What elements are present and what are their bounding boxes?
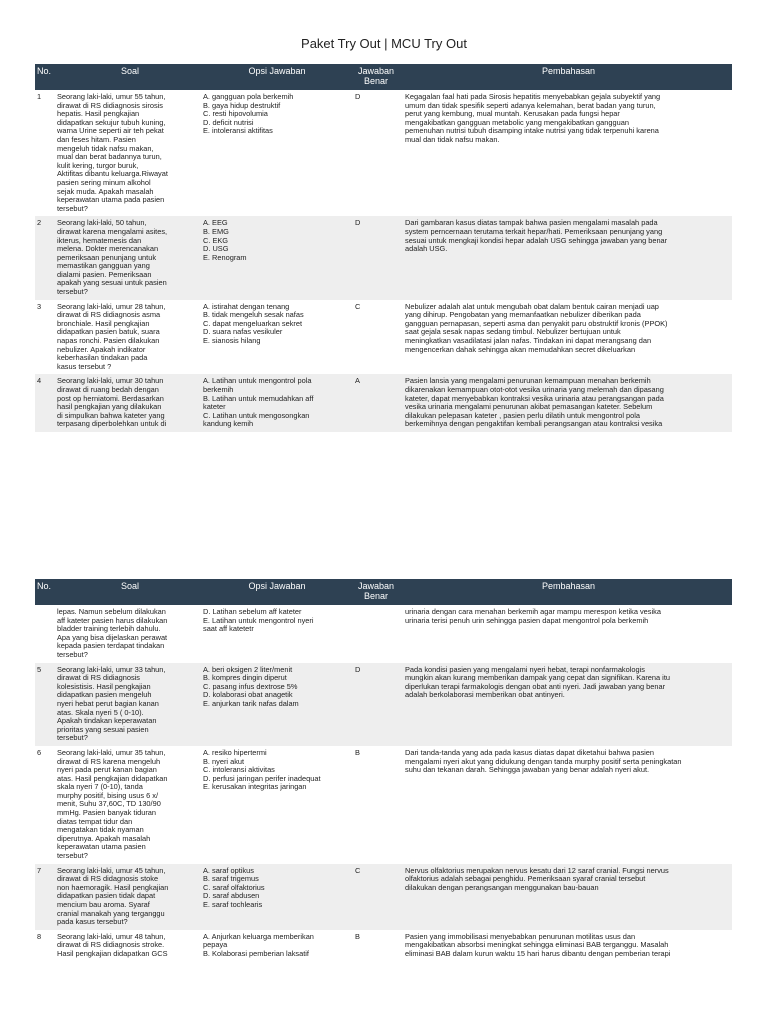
answer-options-line: C. intoleransi aktivitas xyxy=(203,766,275,775)
question-text-line: Hasil pengkajian didapatkan GCS xyxy=(57,949,168,958)
question-text-line: Seorang laki-laki, umur 28 tahun, xyxy=(57,302,166,311)
question-number: 4 xyxy=(37,376,42,386)
answer-options-line: C. EKG xyxy=(203,236,229,245)
explanation-line: gangguan pernapasan, seperti asma dan penyakit paru obstruktif kronis (PPOK) xyxy=(405,319,668,328)
question-text-line: dirawat di RS didiagnosis asma xyxy=(57,311,161,320)
answer-options-line: E. kerusakan integritas jaringan xyxy=(203,783,307,792)
answer-options-line: D. deficit nutrisi xyxy=(203,118,254,127)
question-text-line: Seorang laki-laki, umur 35 tahun, xyxy=(57,748,166,757)
explanation-line: suhu dan tekanan darah. Sehingga jawaban yang benar adalah nyeri akut. xyxy=(405,766,650,775)
question-text-line: didapatkan sekujur tubuh kuning, xyxy=(57,118,166,127)
answer-options-line: A. istirahat dengan tenang xyxy=(203,302,290,311)
question-text-line: Aktifitas dibantu keluarga.Riwayat xyxy=(57,170,168,179)
question-text-line: bronchiale. Hasil pengkajian xyxy=(57,319,150,328)
answer-options-line: C. dapat mengeluarkan sekret xyxy=(203,319,303,328)
question-text-line: terpasang diperbolehkan untuk di xyxy=(57,420,167,429)
question-text-line: dirawat di RS didagnosis stoke xyxy=(57,875,159,884)
answer-options-line: C. pasang infus dextrose 5% xyxy=(203,682,298,691)
question-text-line: mencium bau aroma. Syaraf xyxy=(57,901,150,909)
question-text-line: keperawatan utama pasien xyxy=(57,843,146,852)
question-text-line: dan feses hitam. Pasien xyxy=(57,135,136,144)
answer-options-line: B. EMG xyxy=(203,227,229,236)
explanation-line: Nervus olfaktorius merupakan nervus kesatu dari 12 saraf cranial. Fungsi nervus xyxy=(405,866,669,875)
explanation xyxy=(405,608,732,660)
question-text-line: tersebut? xyxy=(57,734,88,743)
answer-options xyxy=(203,933,355,959)
explanation xyxy=(405,749,732,861)
explanation xyxy=(405,303,732,372)
explanation-line: eliminasi BAB dalam kurun waktu 15 hari harus dibantu dengan pemberian terapi xyxy=(405,949,671,958)
question-number: 5 xyxy=(37,664,42,674)
question-text-line: Apakah tindakan keperawatan xyxy=(57,717,157,726)
question-text-line: dirawat di RS didiagnosis sirosis xyxy=(57,101,163,110)
question-number xyxy=(35,608,57,660)
explanation-line: system perncernaan terutama terkait hepar/hati. Pemeriksaan penunjang yang xyxy=(405,227,663,236)
question-text-line: Seorang laki-laki, umur 45 tahun, xyxy=(57,866,166,875)
answer-options-line: E. Renogram xyxy=(203,253,247,262)
question-text xyxy=(57,749,203,861)
explanation-line: adalah berkolaborasi memberikan obat antinyeri. xyxy=(405,691,565,700)
question-text-line: kepada pasien terdapat tindakan xyxy=(57,642,165,651)
question-text-line: Seorang laki-laki, 50 tahun, xyxy=(57,219,147,228)
answer-options-line: E. Latihan untuk mengontrol nyeri xyxy=(203,616,314,625)
answer-options-line: berkemih xyxy=(203,386,234,394)
answer-options xyxy=(203,867,355,927)
question-text-line: dirawat di ruang bedah dengan xyxy=(57,386,159,394)
question-text xyxy=(57,219,203,296)
answer-options-line: B. Kolaborasi pemberian laksatif xyxy=(203,949,309,958)
question-text-line: atas. Skala nyeri 5 ( 0-10). xyxy=(57,708,144,717)
question-number: 6 xyxy=(37,747,42,757)
header-pembahasan: Pembahasan xyxy=(541,66,596,76)
question-text-line: skala nyeri 7 (0-10), tanda xyxy=(57,783,143,792)
explanation-line: mengakibatkan gangguan metabolic yang mengakibatkan gangguan xyxy=(405,118,629,127)
explanation-line: Pasien lansia yang mengalami penurunan kemampuan menahan berkemih xyxy=(405,377,651,386)
explanation xyxy=(405,867,732,927)
answer-options-line: B. nyeri akut xyxy=(203,757,245,766)
answer-options-line: A. Latihan untuk mengontrol pola xyxy=(203,377,312,386)
answer-options-line: B. Latihan untuk memudahkan aff xyxy=(203,394,314,403)
header-jawaban-line1: Jawaban xyxy=(357,581,395,591)
question-number: 3 xyxy=(37,301,42,311)
question-text-line: Seorang laki-laki, umur 48 tahun, xyxy=(57,932,166,941)
question-table-2 xyxy=(35,579,732,962)
question-text xyxy=(57,867,203,927)
question-text-line: dialami pasien. Pemeriksaan xyxy=(57,270,152,279)
header-jawaban xyxy=(351,581,401,601)
explanation-line: dilakukan dengan perangsangan menggunakan bau-bauan xyxy=(405,883,599,892)
question-text-line: mengeluh tidak nafsu makan, xyxy=(57,144,154,153)
question-text xyxy=(57,608,203,660)
correct-answer: B xyxy=(355,931,360,941)
question-text-line: diatas tempat tidur dan xyxy=(57,817,133,826)
correct-answer: C xyxy=(355,301,361,311)
explanation-line: mungkin akan kurang memberikan dampak yang cepat dan signifikan. Karena itu xyxy=(405,674,670,683)
correct-answer: D xyxy=(355,92,361,101)
question-text-line: tersebut? xyxy=(57,204,88,213)
answer-options-line: D. USG xyxy=(203,245,229,254)
answer-options xyxy=(203,219,355,296)
answer-options xyxy=(203,608,355,660)
question-text-line: pasien sering minum alkohol xyxy=(57,178,151,187)
table-row xyxy=(35,663,732,746)
question-text-line: tersebut? xyxy=(57,288,88,297)
answer-options-line: A. saraf optikus xyxy=(203,866,254,875)
table-row xyxy=(35,90,732,216)
answer-options-line: kateter xyxy=(203,403,226,412)
question-text-line: murphy positif, bising usus 6 x/ xyxy=(57,791,159,800)
question-text-line: di simpulkan bahwa kateter yang xyxy=(57,411,165,420)
question-text xyxy=(57,666,203,743)
question-text-line: tersebut? xyxy=(57,650,88,659)
answer-options-line: B. gaya hidup destruktif xyxy=(203,101,281,110)
answer-options-line: C. saraf olfaktorius xyxy=(203,883,265,892)
question-text xyxy=(57,377,203,429)
header-pembahasan: Pembahasan xyxy=(541,581,596,591)
answer-options-line: D. perfusi jaringan perifer inadequat xyxy=(203,774,321,783)
answer-options xyxy=(203,93,355,213)
answer-options-line: A. beri oksigen 2 liter/menit xyxy=(203,665,293,674)
explanation-line: yang dihirup. Pengobatan yang memanfaatkan nebulizer diberikan pada xyxy=(405,311,641,320)
question-text-line: mmHg. Pasien banyak tiduran xyxy=(57,809,157,818)
answer-options-line: D. kolaborasi obat anagetik xyxy=(203,691,293,700)
explanation xyxy=(405,219,732,296)
header-jawaban xyxy=(351,66,401,86)
question-text-line: keberhasilan tindakan pada xyxy=(57,354,148,363)
explanation-line: dikarenakan kemampuan otot-otot vesika urinaria yang melemah dan dipasang xyxy=(405,386,664,394)
answer-options-line: B. tidak mengeluh sesak nafas xyxy=(203,311,304,320)
answer-options xyxy=(203,749,355,861)
question-text-line: kolesistisis. Hasil pengkajian xyxy=(57,682,151,691)
question-text-line: nyeri pada perut kanan bagian xyxy=(57,766,157,775)
question-text-line: dirawat di RS didiagnosis xyxy=(57,674,140,683)
explanation-line: perut yang kembung, mual muntah. Kerusakan pada fungsi hepar xyxy=(405,110,620,119)
question-text-line: atas. Hasil pengkajian didapatkan xyxy=(57,774,168,783)
answer-options xyxy=(203,377,355,429)
question-text-line: dirawat di RS karena mengeluh xyxy=(57,757,161,766)
explanation-line: mual dan tidak nafsu makan. xyxy=(405,135,500,144)
question-text-line: Seorang laki-laki, umur 55 tahun, xyxy=(57,93,166,101)
answer-options xyxy=(203,303,355,372)
answer-options-line: E. intoleransi aktifitas xyxy=(203,127,273,136)
explanation-line: saat gejala sesak napas sedang timbul. Nebulizer bertujuan untuk xyxy=(405,328,621,337)
question-text-line: dirawat karena mengalami asites, xyxy=(57,227,168,236)
correct-answer: D xyxy=(355,664,361,674)
question-text-line: memastikan gangguan yang xyxy=(57,262,150,271)
explanation-line: vesika urinaria mengalami penurunan akibat pemasangan kateter. Sebelum xyxy=(405,403,653,412)
answer-options-line: D. suara nafas vesikuler xyxy=(203,328,283,337)
header-opsi: Opsi Jawaban xyxy=(248,581,306,591)
answer-options-line: saat aff katetetr xyxy=(203,625,254,634)
answer-options-line: pepaya xyxy=(203,941,228,950)
answer-options xyxy=(203,666,355,743)
answer-options-line: kandung kemih xyxy=(203,420,254,429)
answer-options-line: E. saraf tochlearis xyxy=(203,901,263,909)
header-opsi: Opsi Jawaban xyxy=(248,66,306,76)
explanation-line: umum dan tidak spesifik seperti adanya kelemahan, berat badan yang turun, xyxy=(405,101,656,110)
question-text-line: nyeri hebat perut bagian kanan xyxy=(57,699,159,708)
explanation-line: pemenuhan nutrisi tubuh disamping intake nutrisi yang tidak terpenuhi karena xyxy=(405,127,659,136)
question-text-line: didapatkan pasien mengeluh xyxy=(57,691,152,700)
header-no: No. xyxy=(37,66,52,76)
explanation xyxy=(405,666,732,743)
question-text-line: dirawat di RS didiagnosis stroke. xyxy=(57,941,165,950)
question-text-line: Apa yang bisa dijelaskan perawat xyxy=(57,633,168,642)
answer-options-line: C. Latihan untuk mengosongkan xyxy=(203,411,310,420)
question-text-line: nebulizer. Apakah indikator xyxy=(57,345,146,354)
correct-answer: C xyxy=(355,865,361,875)
table-row xyxy=(35,930,732,962)
question-text-line: Seorang laki-laki, umur 30 tahun xyxy=(57,377,164,386)
question-text-line: tersebut? xyxy=(57,852,88,861)
explanation-line: urinaria dengan cara menahan berkemih agar mampu merespon ketika vesika xyxy=(405,608,661,616)
question-text-line: napas ronchi. Pasien dilakukan xyxy=(57,337,160,346)
table-row xyxy=(35,605,732,663)
question-text-line: didapatkan pasien batuk, suara xyxy=(57,328,160,337)
answer-options-line: D. saraf abdusen xyxy=(203,892,260,901)
table-header xyxy=(35,579,732,605)
correct-answer: D xyxy=(355,218,361,228)
table-row xyxy=(35,746,732,864)
explanation-line: adalah USG. xyxy=(405,245,448,254)
explanation-line: kateter, dapat menyebabkan kontraksi vesika urinaria atau perangsangan pada xyxy=(405,394,664,403)
question-text-line: bladder training terlebih dahulu. xyxy=(57,625,161,634)
table-header xyxy=(35,64,732,90)
header-jawaban-line1: Jawaban xyxy=(357,66,395,76)
explanation xyxy=(405,93,732,213)
correct-answer: B xyxy=(355,747,360,757)
table-row xyxy=(35,216,732,299)
question-text-line: cranial manakah yang terganggu xyxy=(57,909,165,918)
table-row xyxy=(35,300,732,375)
question-text xyxy=(57,303,203,372)
question-text-line: lepas. Namun sebelum dilakukan xyxy=(57,608,166,616)
question-text-line: apakah yang sesuai untuk pasien xyxy=(57,279,167,288)
question-text-line: non haemoragik. Hasil pengkajian xyxy=(57,883,169,892)
question-text-line: mengatakan tidak nyaman xyxy=(57,826,144,835)
answer-options-line: B. kompres dingin diperut xyxy=(203,674,287,683)
table-body xyxy=(35,90,732,432)
answer-options-line: A. gangguan pola berkemih xyxy=(203,93,294,101)
table-row xyxy=(35,374,732,432)
answer-options-line: E. sianosis hilang xyxy=(203,337,261,346)
question-text xyxy=(57,933,203,959)
question-text-line: pada kasus tersebut? xyxy=(57,918,128,927)
explanation-line: berkemihnya dengan pengaktifan kembali perangsangan atau kontraksi vesika xyxy=(405,420,663,429)
question-text-line: kasus tersebut ? xyxy=(57,362,112,371)
explanation-line: mengalami nyeri akut yang didukung dengan tanda murphy positif serta peningkatan xyxy=(405,757,682,766)
explanation-line: diperlukan terapi farmakologis dengan obat anti nyeri. Jadi jawaban yang benar xyxy=(405,682,666,691)
explanation-line: mengencerkan dahak sehingga akan memudahkan secret dikeluarkan xyxy=(405,345,636,354)
question-text-line: ikterus, hematemesis dan xyxy=(57,236,142,245)
question-text-line: hasil pengkajian yang dilakukan xyxy=(57,403,162,412)
question-text-line: sejak muda. Apakah masalah xyxy=(57,187,154,196)
explanation-line: sesuai untuk mengkaji kondisi hepar adalah USG sehingga jawaban yang benar xyxy=(405,236,668,245)
question-text xyxy=(57,93,203,213)
header-jawaban-line2: Benar xyxy=(363,591,389,601)
header-soal: Soal xyxy=(120,66,139,76)
question-text-line: didapatkan pasien tidak dapat xyxy=(57,892,156,901)
question-text-line: pemeriksaan penunjang untuk xyxy=(57,253,157,262)
explanation-line: urinaria terisi penuh urin sehingga pasien dapat mengontrol pola berkemih xyxy=(405,616,649,625)
question-number: 1 xyxy=(37,92,42,101)
question-text-line: diperutnya. Apakah masalah xyxy=(57,834,151,843)
explanation-line: meningkatkan vasadilatasi jalan nafas. Tindakan ini dapat merangsang dan xyxy=(405,337,652,346)
explanation xyxy=(405,933,732,959)
explanation-line: Dari gambaran kasus diatas tampak bahwa pasien mengalami masalah pada xyxy=(405,219,658,228)
explanation-line: Pada kondisi pasien yang mengalami nyeri hebat, terapi nonfarmakologis xyxy=(405,665,645,674)
explanation-line: Pasien yang immobilisasi menyebabkan penurunan motilitas usus dan xyxy=(405,932,636,941)
question-table-1 xyxy=(35,64,732,432)
page-title: Paket Try Out | MCU Try Out xyxy=(301,36,467,51)
question-text-line: kulit kering, turgor buruk, xyxy=(57,161,139,170)
answer-options-line: A. resiko hipertermi xyxy=(203,748,267,757)
header-jawaban-line2: Benar xyxy=(363,76,389,86)
explanation-line: Nebulizer adalah alat untuk mengubah obat dalam bentuk cairan menjadi uap xyxy=(405,302,659,311)
question-text-line: mual dan berat badannya turun, xyxy=(57,153,162,162)
table-body xyxy=(35,605,732,962)
explanation xyxy=(405,377,732,429)
question-text-line: keperawatan utama pada pasien xyxy=(57,196,165,205)
answer-options-line: D. Latihan sebelum aff kateter xyxy=(203,608,302,616)
explanation-line: Dari tanda-tanda yang ada pada kasus diatas dapat diketahui bahwa pasien xyxy=(405,748,654,757)
correct-answer: A xyxy=(355,376,360,386)
correct-answer xyxy=(355,608,405,660)
explanation-line: olfaktorius adalah sebagai penghidu. Pemeriksaan syaraf cranial tersebut xyxy=(405,875,646,884)
answer-options-line: A. EEG xyxy=(203,219,228,228)
question-text-line: Seorang laki-laki, umur 33 tahun, xyxy=(57,665,166,674)
answer-options-line: A. Anjurkan keluarga memberikan xyxy=(203,932,314,941)
question-number: 2 xyxy=(37,218,42,228)
question-text-line: post op herniatomi. Berdasarkan xyxy=(57,394,164,403)
question-text-line: warna Urine seperti air teh pekat xyxy=(57,127,164,136)
explanation-line: Kegagalan faal hati pada Sirosis hepatitis menyebabkan gejala subyektif yang xyxy=(405,93,661,101)
answer-options-line: C. resti hipovolumia xyxy=(203,110,268,119)
header-soal: Soal xyxy=(120,581,139,591)
answer-options-line: E. anjurkan tarik nafas dalam xyxy=(203,699,299,708)
header-no: No. xyxy=(37,581,52,591)
question-number: 7 xyxy=(37,865,42,875)
question-number: 8 xyxy=(37,931,42,941)
question-text-line: aff kateter pasien harus dilakukan xyxy=(57,616,168,625)
table-row xyxy=(35,864,732,930)
question-text-line: melena. Dokter merencanakan xyxy=(57,245,159,254)
question-text-line: prioritas yang sesuai pasien xyxy=(57,725,149,734)
explanation-line: mengakibatkan absorbsi meningkat sehingga eliminasi BAB terganggu. Masalah xyxy=(405,941,669,950)
question-text-line: hepatis. Hasil pengkajian xyxy=(57,110,140,119)
explanation-line: dilakukan pelepasan kateter , pasien perlu dilatih untuk mengontrol pola xyxy=(405,411,641,420)
answer-options-line: B. saraf trigemus xyxy=(203,875,259,884)
question-text-line: menit, Suhu 37,60C, TD 130/90 xyxy=(57,800,161,809)
